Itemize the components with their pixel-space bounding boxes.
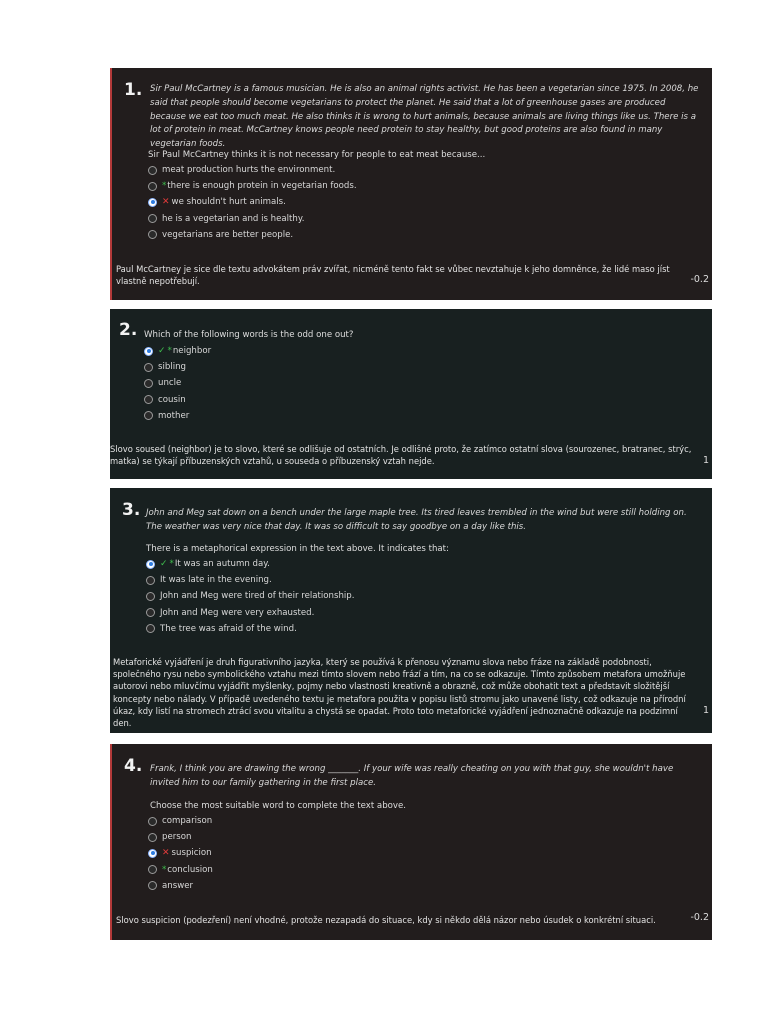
answer-options bbox=[146, 556, 354, 637]
option-text: mother bbox=[158, 410, 190, 421]
answer-option[interactable] bbox=[148, 178, 357, 194]
answer-option[interactable] bbox=[146, 556, 354, 572]
correct-answer-marker: * bbox=[162, 181, 167, 192]
answer-options bbox=[148, 162, 357, 243]
question-number: 1. bbox=[124, 80, 143, 100]
question-passage: John and Meg sat down on a bench under the large maple tree. Its tired leaves trembled in the wind but were still holding on. The weather was very nice that day. It was so difficult to say goodbye on a day like this. bbox=[146, 508, 687, 532]
answer-option[interactable] bbox=[148, 194, 357, 210]
option-text: John and Meg were tired of their relationship. bbox=[160, 591, 355, 602]
question-card-1 bbox=[110, 68, 712, 300]
radio-button[interactable] bbox=[146, 624, 155, 633]
cross-icon: ✕ bbox=[162, 197, 170, 208]
correct-answer-marker: * bbox=[169, 559, 174, 570]
radio-button[interactable] bbox=[146, 608, 155, 617]
option-text: we shouldn't hurt animals. bbox=[171, 197, 286, 208]
score: -0.2 bbox=[690, 274, 709, 285]
answer-option[interactable] bbox=[148, 862, 213, 878]
radio-button[interactable] bbox=[146, 576, 155, 585]
answer-option[interactable] bbox=[148, 227, 357, 243]
answer-option[interactable] bbox=[148, 211, 357, 227]
answer-option[interactable] bbox=[144, 343, 211, 359]
correct-answer-marker: * bbox=[162, 864, 167, 875]
option-text: suspicion bbox=[171, 848, 212, 859]
question-card-3 bbox=[110, 488, 712, 733]
answer-option[interactable] bbox=[148, 845, 213, 861]
radio-button-selected[interactable] bbox=[148, 198, 157, 207]
radio-button[interactable] bbox=[148, 230, 157, 239]
answer-option[interactable] bbox=[146, 621, 354, 637]
question-prompt: Sir Paul McCartney thinks it is not necessary for people to eat meat because... bbox=[148, 150, 486, 160]
option-text: uncle bbox=[158, 378, 182, 389]
radio-button[interactable] bbox=[144, 379, 153, 388]
answer-option[interactable] bbox=[146, 572, 354, 588]
question-number: 4. bbox=[124, 756, 143, 776]
radio-button[interactable] bbox=[148, 166, 157, 175]
option-text: sibling bbox=[158, 362, 186, 373]
score: 1 bbox=[702, 705, 709, 716]
question-card-2 bbox=[110, 309, 712, 479]
radio-button[interactable] bbox=[148, 214, 157, 223]
feedback-text: Slovo suspicion (podezření) není vhodné, protože nezapadá do situace, kdy si někdo dělá názor nebo úsudek o konkrétní situaci. bbox=[116, 915, 656, 925]
option-text: The tree was afraid of the wind. bbox=[160, 623, 297, 634]
option-text: John and Meg were very exhausted. bbox=[160, 607, 315, 618]
option-text: It was an autumn day. bbox=[174, 559, 270, 570]
radio-button[interactable] bbox=[148, 182, 157, 191]
answer-option[interactable] bbox=[148, 813, 213, 829]
question-prompt: Choose the most suitable word to complete the text above. bbox=[150, 801, 407, 811]
answer-option[interactable] bbox=[144, 359, 211, 375]
option-text: person bbox=[162, 832, 192, 843]
radio-button[interactable] bbox=[144, 363, 153, 372]
option-text: neighbor bbox=[172, 346, 212, 357]
question-number: 3. bbox=[122, 500, 141, 520]
radio-button[interactable] bbox=[146, 592, 155, 601]
answer-option[interactable] bbox=[146, 588, 354, 604]
feedback-text: Metaforické vyjádření je druh figurativního jazyka, který se používá k přenosu významu slova nebo fráze na základě podobnosti, společného rysu nebo symbolického vztahu mezi tímto slovem nebo frází a tím, na co se odkazuje. Tímto způsobem metafora umožňuje autorovi nebo mluvčímu vyjádřit myšlenky, pojmy nebo vlastnosti kreativně a obrazně, což může obohatit text a představit složitější koncepty nebo nálady. V případě uvedeného textu je metafora použita v popisu listů stromu jako unavené listy, což odkazuje na přírodní úkaz, kdy listí na stromech ztrácí svou vitalitu a chystá se opadat. Proto toto metaforické vyjádření jednoznačně odkazuje na podzimní den. bbox=[113, 657, 686, 729]
answer-options bbox=[144, 343, 211, 424]
answer-option[interactable] bbox=[148, 878, 213, 894]
answer-option[interactable] bbox=[148, 829, 213, 845]
feedback-text: Slovo soused (neighbor) je to slovo, které se odlišuje od ostatních. Je odlišné proto, že zatímco ostatní slova (sourozenec, bratranec, strýc, matka) se týkají příbuzenských vztahů, u souseda o příbuzenský vztah nejde. bbox=[110, 444, 692, 467]
radio-button[interactable] bbox=[148, 865, 157, 874]
radio-button-selected[interactable] bbox=[144, 347, 153, 356]
question-number: 2. bbox=[119, 320, 138, 340]
answer-option[interactable] bbox=[144, 375, 211, 391]
question-passage: Sir Paul McCartney is a famous musician. He is also an animal rights activist. He has been a vegetarian since 1975. In 2008, he said that people should become vegetarians to protect the planet. He said that a lot of greenhouse gases are produced because we eat too much meat. He also thinks it is wrong to hurt animals, because animals are living things like us. There is a lot of protein in meat. McCartney knows people need protein to stay healthy, but good proteins are also found in many vegetarian foods. bbox=[150, 84, 699, 150]
question-card-4 bbox=[110, 744, 712, 940]
radio-button[interactable] bbox=[148, 881, 157, 890]
cross-icon: ✕ bbox=[162, 848, 170, 859]
option-text: conclusion bbox=[167, 864, 213, 875]
option-text: comparison bbox=[162, 816, 213, 827]
answer-option[interactable] bbox=[144, 408, 211, 424]
question-passage: Frank, I think you are drawing the wrong _______. If your wife was really cheating on you with that guy, she wouldn't have invited him to our family gathering in the first place. bbox=[150, 764, 674, 788]
option-text: answer bbox=[162, 880, 194, 891]
answer-option[interactable] bbox=[148, 162, 357, 178]
option-text: he is a vegetarian and is healthy. bbox=[162, 213, 305, 224]
option-text: cousin bbox=[158, 394, 186, 405]
feedback-text: Paul McCartney je sice dle textu advokátem práv zvířat, nicméně tento fakt se vůbec nevztahuje k jeho domněnce, že lidé maso jíst vlastně nepotřebují. bbox=[116, 264, 670, 287]
score: -0.2 bbox=[690, 912, 709, 923]
option-text: It was late in the evening. bbox=[160, 575, 272, 586]
checkmark-icon: ✓ bbox=[160, 559, 168, 570]
option-text: there is enough protein in vegetarian foods. bbox=[167, 181, 357, 192]
checkmark-icon: ✓ bbox=[158, 346, 166, 357]
question-prompt: Which of the following words is the odd one out? bbox=[144, 330, 354, 340]
radio-button[interactable] bbox=[144, 411, 153, 420]
question-prompt: There is a metaphorical expression in the text above. It indicates that: bbox=[146, 544, 449, 554]
radio-button-selected[interactable] bbox=[148, 849, 157, 858]
radio-button-selected[interactable] bbox=[146, 560, 155, 569]
answer-option[interactable] bbox=[146, 605, 354, 621]
answer-options bbox=[148, 813, 213, 894]
score: 1 bbox=[702, 455, 709, 466]
radio-button[interactable] bbox=[144, 395, 153, 404]
option-text: vegetarians are better people. bbox=[162, 229, 294, 240]
option-text: meat production hurts the environment. bbox=[162, 165, 336, 176]
correct-answer-marker: * bbox=[167, 346, 172, 357]
radio-button[interactable] bbox=[148, 833, 157, 842]
answer-option[interactable] bbox=[144, 392, 211, 408]
radio-button[interactable] bbox=[148, 817, 157, 826]
